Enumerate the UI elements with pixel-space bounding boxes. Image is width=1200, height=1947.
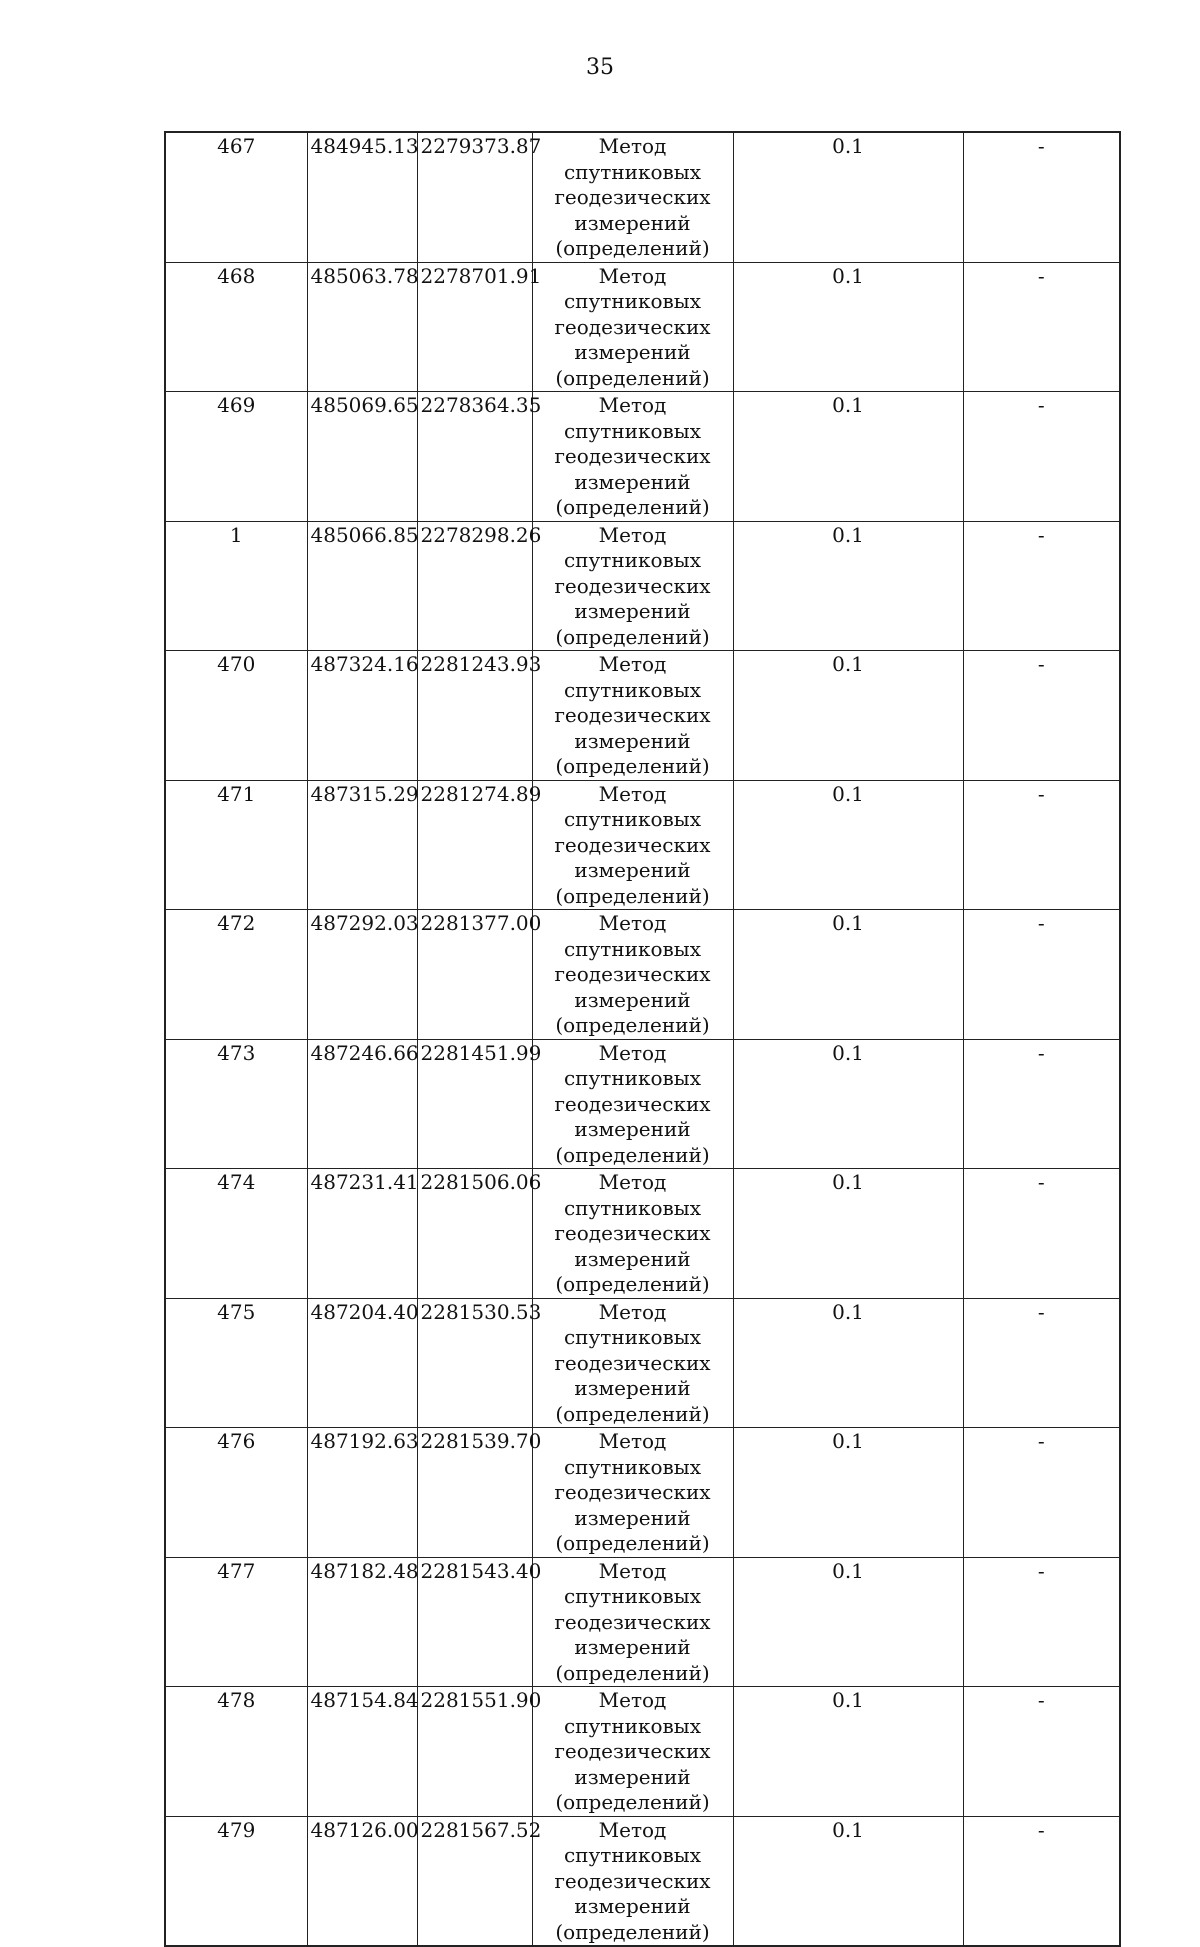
table-row [165, 1687, 1120, 1817]
accuracy-cell: 0.1 [733, 651, 963, 781]
x-coordinate-cell: 485066.85 [307, 521, 417, 651]
method-cell: Метод спутниковых геодезических измерений (определений) [532, 1039, 733, 1169]
description-cell: - [963, 262, 1120, 392]
description-cell: - [963, 1816, 1120, 1946]
y-coordinate-cell: 2279373.87 [417, 132, 532, 262]
point-number-cell: 469 [165, 392, 307, 522]
point-number-cell: 472 [165, 910, 307, 1040]
x-coordinate-cell: 487231.41 [307, 1169, 417, 1299]
y-coordinate-cell: 2281567.52 [417, 1816, 532, 1946]
description-cell: - [963, 1687, 1120, 1817]
point-number-cell: 468 [165, 262, 307, 392]
table-row [165, 1169, 1120, 1299]
accuracy-cell: 0.1 [733, 1687, 963, 1817]
point-number-cell: 467 [165, 132, 307, 262]
x-coordinate-cell: 485063.78 [307, 262, 417, 392]
table-row [165, 780, 1120, 910]
method-cell: Метод спутниковых геодезических измерений (определений) [532, 392, 733, 522]
method-cell: Метод спутниковых геодезических измерений (определений) [532, 132, 733, 262]
y-coordinate-cell: 2278298.26 [417, 521, 532, 651]
x-coordinate-cell: 487315.29 [307, 780, 417, 910]
description-cell: - [963, 910, 1120, 1040]
accuracy-cell: 0.1 [733, 1816, 963, 1946]
method-cell: Метод спутниковых геодезических измерений (определений) [532, 1298, 733, 1428]
point-number-cell: 474 [165, 1169, 307, 1299]
table-row [165, 1039, 1120, 1169]
description-cell: - [963, 392, 1120, 522]
method-cell: Метод спутниковых геодезических измерений (определений) [532, 1816, 733, 1946]
table-row [165, 132, 1120, 262]
point-number-cell: 475 [165, 1298, 307, 1428]
accuracy-cell: 0.1 [733, 780, 963, 910]
point-number-cell: 1 [165, 521, 307, 651]
accuracy-cell: 0.1 [733, 521, 963, 651]
method-cell: Метод спутниковых геодезических измерений (определений) [532, 1687, 733, 1817]
y-coordinate-cell: 2278701.91 [417, 262, 532, 392]
y-coordinate-cell: 2281539.70 [417, 1428, 532, 1558]
y-coordinate-cell: 2281551.90 [417, 1687, 532, 1817]
method-cell: Метод спутниковых геодезических измерений (определений) [532, 651, 733, 781]
accuracy-cell: 0.1 [733, 262, 963, 392]
x-coordinate-cell: 485069.65 [307, 392, 417, 522]
x-coordinate-cell: 484945.13 [307, 132, 417, 262]
x-coordinate-cell: 487182.48 [307, 1557, 417, 1687]
description-cell: - [963, 1428, 1120, 1558]
table-row [165, 392, 1120, 522]
table-row [165, 262, 1120, 392]
accuracy-cell: 0.1 [733, 1428, 963, 1558]
method-cell: Метод спутниковых геодезических измерений (определений) [532, 521, 733, 651]
coordinates-table-body [165, 132, 1120, 1946]
table-row [165, 1428, 1120, 1558]
page-number: 35 [586, 55, 614, 80]
x-coordinate-cell: 487192.63 [307, 1428, 417, 1558]
x-coordinate-cell: 487154.84 [307, 1687, 417, 1817]
table-row [165, 1557, 1120, 1687]
x-coordinate-cell: 487126.00 [307, 1816, 417, 1946]
description-cell: - [963, 1169, 1120, 1299]
point-number-cell: 473 [165, 1039, 307, 1169]
accuracy-cell: 0.1 [733, 1298, 963, 1428]
table-row [165, 1298, 1120, 1428]
accuracy-cell: 0.1 [733, 132, 963, 262]
coordinates-table [164, 131, 1121, 1947]
x-coordinate-cell: 487204.40 [307, 1298, 417, 1428]
y-coordinate-cell: 2281451.99 [417, 1039, 532, 1169]
description-cell: - [963, 1298, 1120, 1428]
accuracy-cell: 0.1 [733, 1039, 963, 1169]
point-number-cell: 479 [165, 1816, 307, 1946]
method-cell: Метод спутниковых геодезических измерений (определений) [532, 780, 733, 910]
point-number-cell: 471 [165, 780, 307, 910]
description-cell: - [963, 1039, 1120, 1169]
y-coordinate-cell: 2281543.40 [417, 1557, 532, 1687]
description-cell: - [963, 651, 1120, 781]
table-row [165, 1816, 1120, 1946]
table-row [165, 521, 1120, 651]
method-cell: Метод спутниковых геодезических измерений (определений) [532, 1557, 733, 1687]
table-row [165, 651, 1120, 781]
description-cell: - [963, 132, 1120, 262]
y-coordinate-cell: 2281530.53 [417, 1298, 532, 1428]
table-row [165, 910, 1120, 1040]
x-coordinate-cell: 487324.16 [307, 651, 417, 781]
accuracy-cell: 0.1 [733, 910, 963, 1040]
accuracy-cell: 0.1 [733, 1557, 963, 1687]
x-coordinate-cell: 487292.03 [307, 910, 417, 1040]
description-cell: - [963, 780, 1120, 910]
y-coordinate-cell: 2278364.35 [417, 392, 532, 522]
description-cell: - [963, 1557, 1120, 1687]
y-coordinate-cell: 2281506.06 [417, 1169, 532, 1299]
method-cell: Метод спутниковых геодезических измерений (определений) [532, 1169, 733, 1299]
method-cell: Метод спутниковых геодезических измерений (определений) [532, 262, 733, 392]
point-number-cell: 477 [165, 1557, 307, 1687]
method-cell: Метод спутниковых геодезических измерений (определений) [532, 910, 733, 1040]
x-coordinate-cell: 487246.66 [307, 1039, 417, 1169]
y-coordinate-cell: 2281243.93 [417, 651, 532, 781]
point-number-cell: 476 [165, 1428, 307, 1558]
method-cell: Метод спутниковых геодезических измерений (определений) [532, 1428, 733, 1558]
y-coordinate-cell: 2281274.89 [417, 780, 532, 910]
description-cell: - [963, 521, 1120, 651]
accuracy-cell: 0.1 [733, 1169, 963, 1299]
point-number-cell: 470 [165, 651, 307, 781]
y-coordinate-cell: 2281377.00 [417, 910, 532, 1040]
accuracy-cell: 0.1 [733, 392, 963, 522]
point-number-cell: 478 [165, 1687, 307, 1817]
